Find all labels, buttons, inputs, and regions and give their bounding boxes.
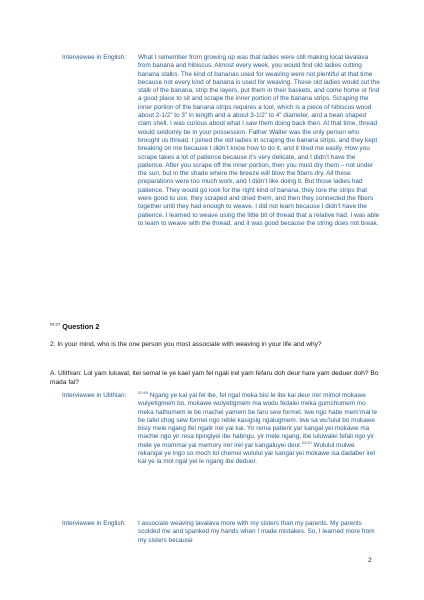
answer-prompt-ulithian: A. Ulithian: Lol yam luluwal, itei semal le ye kael yam fel ngali irel yam fefaru doh deur hare yam deduer doh? Bo mada fal? <box>50 370 379 386</box>
page-number: 2 <box>368 557 372 564</box>
speaker-label: Interviewee in English: <box>62 54 126 61</box>
question-heading <box>50 322 99 331</box>
transcript-block-english-2 <box>62 520 380 545</box>
transcript-block-ulithian <box>62 389 380 467</box>
transcript-block-english-1 <box>62 54 380 228</box>
transcript-text: I associate weaving lavalava more with my sisters than my parents. My parents scolded me and spanked my hands when I made mistakes. So, I learned more from my sisters because <box>138 520 375 544</box>
speaker-label: Interviewee in English: <box>62 520 126 527</box>
question-title: Question 2 <box>62 322 100 331</box>
transcript-text: What I remember from growing up was that ladies were still making local lavalava from banana and hibiscus. Almost every week, you would find old ladies cutting banana stalks. The kind of bananas used for weaving were not plentiful at that time because not every kind of banana is used for weaving. These old ladies would cut the stalk of the banana, strip the layers, put them in their baskets, and come home or find a good place to sit and scrape the inner portion of the banana strips. Scraping the inner portion of the banana strips requires a tool, which is a piece of hibiscus wood about 2-1/2” to 3” in length and a about 3-1/2” to 4” diameter, and a bean shaped clam shell. I was curious about what I saw them doing back then. At that time, thread would seldomly be in your possession. Father Walter was the only person who brought us thread. I joined the old ladies in scraping the banana strips, and they kept breaking on me because I didn’t know how to do it, and it tired me easily. How you scrape takes a lot of patience because it’s very delicate, and I didn’t have the patience. After you scrape off the inner portion, then you must dry them – not under the sun, but in the shade where the breeze will blow the fibers dry. All these preparations were too much work, and I didn’t like doing it. But those ladies had patience. They would go look for the right kind of banana, they tore the strips that were good to use, they scraped and dried them, and then they connected the fibers together until they had enough to weave. I did not learn because I didn’t have the patience. I learned to weave using the little bit of thread that a relative had. I was able to learn to weave with the thread, and it was good because the string does not break. <box>138 54 380 227</box>
transcript-text-part-1: Ngang ye kal yai fel ibe, fel ngal meka bisi le ibe kai deur irer mimol mokawe wulyetigmem bo, mokawe wulyetigmem ma wodu fedalei meka gumchumem mo meka hathumem le be machei yamem be faru sew formel. Iwe ngo habe mem’mal le be tafel chog sew formei ngo reble kasigsig ngalugmem. Iwe sa wu’lulul bo mokawe bisiy mele ngang ifel ngalir irel yai kai. Yir rema patient yar kangal yei mokawe ma machei ngo yir resa tipingiyei ibe habngu. yir mele ngang, ibe luluwalei fefali ngo yir mele ye mommai yai memory irer irel yar kangaluyei deur. <box>138 392 378 449</box>
speaker-label: Interviewee in Ulithian: <box>62 392 127 399</box>
question-text: 2. In your mind, who is the one person you most associate with weaving in your life and why? <box>50 341 322 348</box>
timestamp: 03:27 <box>50 321 61 327</box>
transcript-text <box>138 389 380 467</box>
timestamp: 04:20 <box>301 439 312 445</box>
timestamp: 03:45 <box>138 389 149 395</box>
transcript-text-part-2: Wululul mulwe rekangal ye ingo so moch lol chemei wululul yar kangal yei mokawe isa dadaber irel kai ye la mol ngal yei le ngang ibe deduer. <box>138 441 375 466</box>
